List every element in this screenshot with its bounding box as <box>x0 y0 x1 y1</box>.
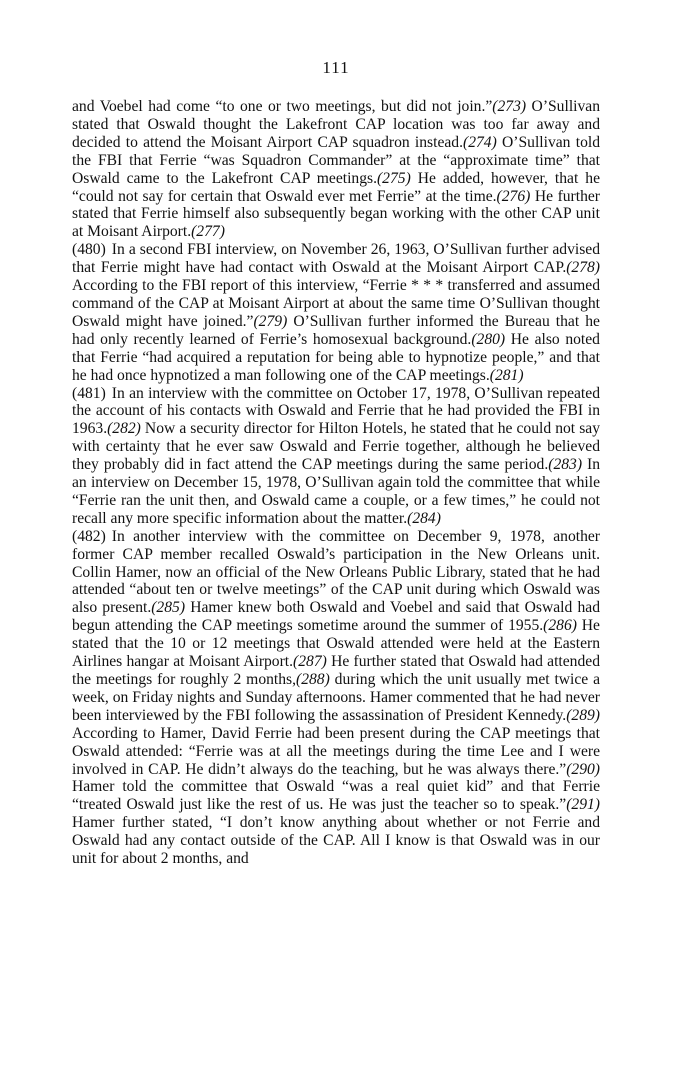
text-segment: O’Sullivan further informed the Bureau that he had only recently learned of Ferrie’s homosexual background. <box>72 312 600 348</box>
footnote-reference: (278) <box>566 259 600 277</box>
text-segment: and Voebel had come “to one or two meetings, but did not join.” <box>72 98 493 115</box>
text-segment: According to the FBI report of this interview, “Ferrie * * * transferred and assumed command of the CAP at Moisant Airport at about the same time O’Sullivan thought Oswald might have joined.” <box>72 277 600 330</box>
footnote-reference: (288) <box>296 671 330 688</box>
text-segment: He further stated that Ferrie himself also subsequently began working with the other CAP unit at Moisant Airport. <box>72 187 600 241</box>
text-segment: He further stated that Oswald had attended the meetings for roughly 2 months, <box>72 653 600 688</box>
footnote-reference: (280) <box>471 330 506 348</box>
text-segment: In another interview with the committee on December 9, 1978, another former CAP member recalled Oswald’s participation in the New Orleans unit. Collin Hamer, now an official of the New Orleans Public Library, stated that he had attended “about ten or twelve meetings” of the CAP unit during which Oswald was also present. <box>72 527 600 617</box>
text-segment: In an interview with the committee on October 17, 1978, O’Sullivan repeated the account of his contacts with Oswald and Ferrie that he had provided the FBI in 1963. <box>72 384 600 438</box>
body-text <box>72 98 600 868</box>
footnote-reference: (291) <box>566 796 600 814</box>
footnote-reference: (289) <box>566 706 600 724</box>
paragraph-number: (480) <box>72 241 106 259</box>
text-segment: Hamer told the committee that Oswald “was a real quiet kid” and that Ferrie “treated Oswald just like the rest of us. He was just the teacher so to speak.” <box>72 778 600 814</box>
footnote-reference: (286) <box>543 617 577 635</box>
footnote-reference: (274) <box>463 133 497 151</box>
text-segment: He added, however, that he “could not say for certain that Oswald ever met Ferrie” at the time. <box>72 169 600 205</box>
document-page <box>72 58 600 868</box>
footnote-reference: (287) <box>293 653 327 671</box>
footnote-reference: (283) <box>548 456 583 474</box>
text-segment: O’Sullivan stated that Oswald thought the Lakefront CAP location was too far away and decided to attend the Moisant Airport CAP squadron instead. <box>72 98 600 151</box>
footnote-reference: (290) <box>566 760 600 778</box>
footnote-reference: (276) <box>496 187 531 205</box>
paragraph <box>72 241 600 384</box>
footnote-reference: (284) <box>407 509 441 527</box>
text-segment: O’Sullivan told the FBI that Ferrie “was Squadron Commander” at the “approximate time” that Oswald came to the Lakefront CAP meetings. <box>72 133 600 187</box>
paragraph <box>72 385 600 528</box>
footnote-reference: (281) <box>489 366 524 384</box>
paragraph <box>72 528 600 868</box>
text-segment: In an interview on December 15, 1978, O’Sullivan again told the committee that while “Ferrie ran the unit then, and Oswald came a couple, or a few times,” he could not recall any more specific information about the matter. <box>72 456 601 527</box>
text-segment: In a second FBI interview, on November 26, 1963, O’Sullivan further advised that Ferrie might have had contact with Oswald at the Moisant Airport CAP. <box>72 241 600 277</box>
page-number: 111 <box>322 58 350 77</box>
footnote-reference: (273) <box>492 98 527 115</box>
text-segment: during which the unit usually met twice a week, on Friday nights and Sunday afternoons. Hamer commented that he had never been interviewed by the FBI following the assassination of President Kennedy. <box>72 671 601 724</box>
text-segment: He stated that the 10 or 12 meetings that Oswald attended were held at the Eastern Airlines hangar at Moisant Airport. <box>72 617 600 671</box>
paragraph-number: (481) <box>72 384 106 402</box>
footnote-reference: (277) <box>191 223 225 241</box>
paragraph-number: (482) <box>72 527 106 545</box>
footnote-reference: (279) <box>253 312 288 330</box>
text-segment: Now a security director for Hilton Hotels, he stated that he could not say with certainty that he ever saw Oswald and Ferrie together, although he believed they probably did in fact attend the CAP meetings during the same period. <box>72 420 600 474</box>
text-segment: Hamer knew both Oswald and Voebel and said that Oswald had begun attending the CAP meetings sometime around the summer of 1955. <box>72 599 600 635</box>
footnote-reference: (285) <box>151 599 186 617</box>
paragraph <box>72 98 600 241</box>
footnote-reference: (282) <box>107 420 141 438</box>
text-segment: He also noted that Ferrie “had acquired a reputation for being able to hypnotize people,” and that he had once hypnotized a man following one of the CAP meetings. <box>72 330 600 384</box>
text-segment: According to Hamer, David Ferrie had been present during the CAP meetings that Oswald attended: “Ferrie was at all the meetings during the time Lee and I were involved in CAP. He didn’t always do the teaching, but he was always there.” <box>72 724 600 778</box>
footnote-reference: (275) <box>376 169 411 187</box>
text-segment: Hamer further stated, “I don’t know anything about whether or not Ferrie and Oswald had any contact outside of the CAP. All I know is that Oswald was in our unit for about 2 months, and <box>72 814 600 868</box>
